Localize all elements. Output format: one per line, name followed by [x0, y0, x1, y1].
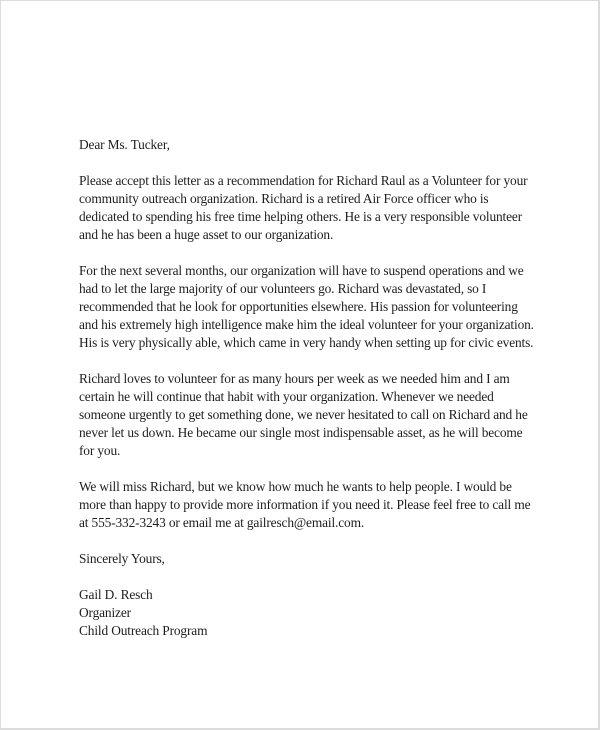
- signer-organization: Child Outreach Program: [79, 623, 208, 638]
- signer-title: Organizer: [79, 605, 131, 620]
- signer-name: Gail D. Resch: [79, 587, 153, 602]
- closing: Sincerely Yours,: [79, 551, 165, 566]
- paragraph-contact: We will miss Richard, but we know how much he wants to help people. I would be more than happy to provide more information if you need it. Please feel free to call me at 555-332-3243 or email me at gailresch@email.com.: [79, 479, 531, 530]
- paragraph-reliability: Richard loves to volunteer for as many hours per week as we needed him and I am certain he will continue that habit with your organization. Whenever we needed someone urgently to get something done, we never hesitated to call on Richard and he never let us down. He became our single most indispensable asset, as he will become for you.: [79, 371, 528, 458]
- recommendation-letter: [79, 136, 539, 640]
- paragraph-circumstances: For the next several months, our organization will have to suspend operations and we had to let the large majority of our volunteers go. Richard was devastated, so I recommended that he look for opportunities elsewhere. His passion for volunteering and his extremely high intelligence make him the ideal volunteer for your organization. His is very physically able, which came in very handy when setting up for civic events.: [79, 263, 534, 350]
- signature-block: [79, 586, 539, 640]
- paragraph-introduction: Please accept this letter as a recommendation for Richard Raul as a Volunteer for your community outreach organization. Richard is a retired Air Force officer who is dedicated to spending his free time helping others. He is a very responsible volunteer and he has been a huge asset to our organization.: [79, 173, 528, 242]
- salutation: Dear Ms. Tucker,: [79, 137, 170, 152]
